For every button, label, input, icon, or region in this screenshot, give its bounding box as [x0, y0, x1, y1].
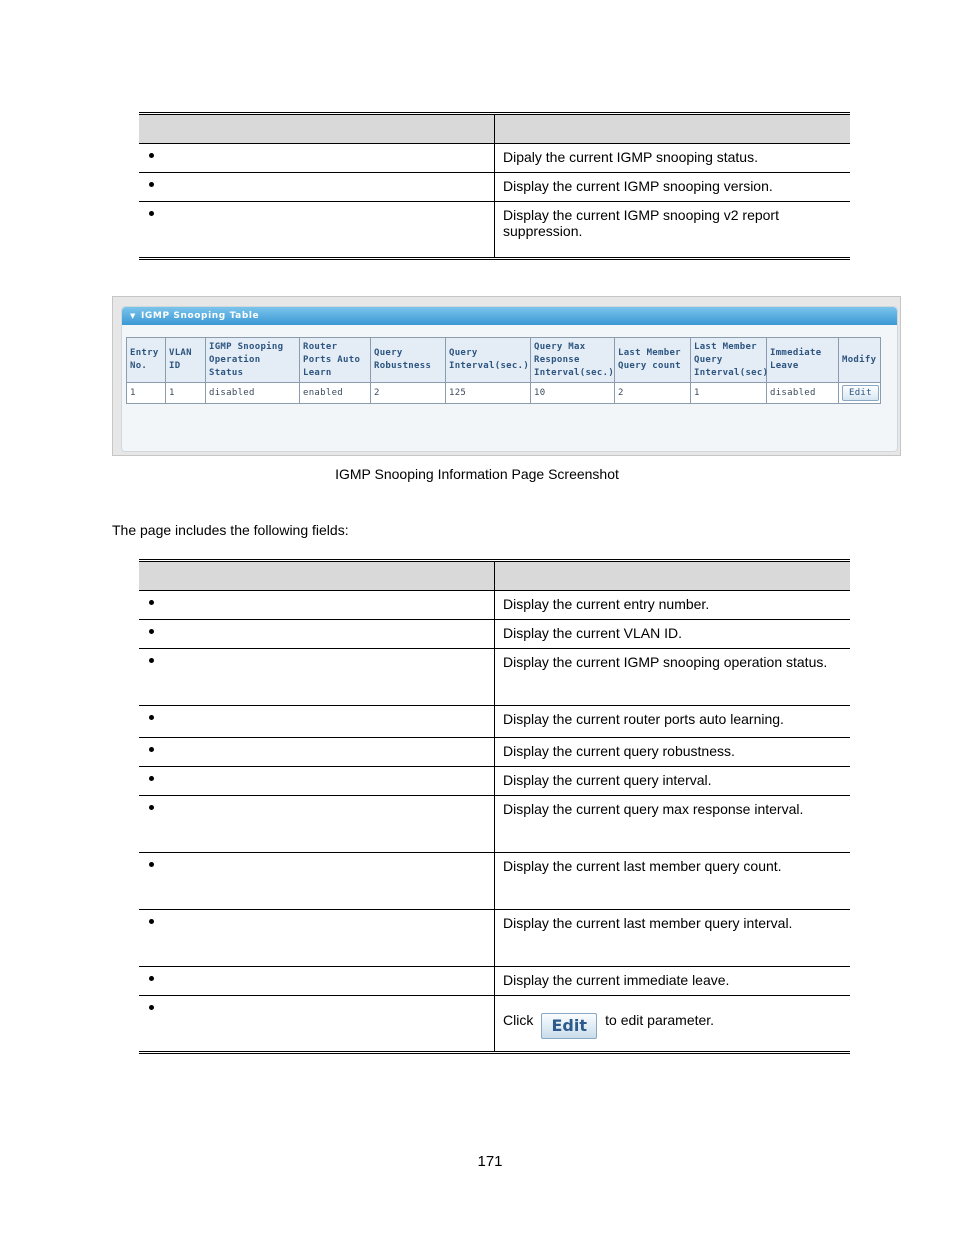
table-row	[139, 173, 850, 202]
table-row	[139, 620, 850, 649]
row-description: Display the current last member query count.	[495, 853, 851, 910]
col-last-member-query-interval: Last Member Query Interval(sec)	[691, 338, 767, 383]
object-header	[139, 114, 495, 144]
description-header	[495, 561, 851, 591]
panel-title-bar[interactable]	[122, 307, 897, 325]
description-header	[495, 114, 851, 144]
bullet-icon	[149, 747, 154, 752]
row-description: Display the current last member query interval.	[495, 910, 851, 967]
table-row	[139, 202, 850, 259]
col-last-member-query-count: Last Member Query count	[615, 338, 691, 383]
edit-button[interactable]: Edit	[541, 1013, 597, 1039]
table-row	[139, 967, 850, 996]
click-text: Click	[503, 1012, 534, 1028]
row-description: Display the current IGMP snooping version.	[495, 173, 851, 202]
cell-immediate-leave: disabled	[767, 383, 839, 404]
col-query-robustness: Query Robustness	[371, 338, 446, 383]
table-row	[139, 996, 850, 1053]
row-description: Display the current IGMP snooping operation status.	[495, 649, 851, 706]
panel-title: IGMP Snooping Table	[140, 311, 260, 321]
bullet-icon	[149, 715, 154, 720]
table-row	[139, 738, 850, 767]
bullet-icon	[149, 629, 154, 634]
table-row	[139, 767, 850, 796]
cell-last-member-query-count: 2	[615, 383, 691, 404]
bullet-icon	[149, 862, 154, 867]
table-row	[127, 383, 881, 404]
intro-text: The page includes the following fields:	[112, 522, 349, 538]
object-header	[139, 561, 495, 591]
col-router-ports-auto-learn: Router Ports Auto Learn	[300, 338, 371, 383]
bullet-icon	[149, 600, 154, 605]
edit-instruction: to edit parameter.	[605, 1012, 715, 1028]
col-vlan-id: VLAN ID	[166, 338, 206, 383]
cell-query-robustness: 2	[371, 383, 446, 404]
cell-router-ports-auto-learn: enabled	[300, 383, 371, 404]
col-modify: Modify	[839, 338, 881, 383]
bullet-icon	[149, 1005, 154, 1010]
row-description: Display the current query max response interval.	[495, 796, 851, 853]
igmp-snooping-screenshot	[112, 296, 901, 456]
col-immediate-leave: Immediate Leave	[767, 338, 839, 383]
table-row	[139, 649, 850, 706]
cell-operation-status: disabled	[206, 383, 300, 404]
table-row	[139, 144, 850, 173]
bullet-icon	[149, 182, 154, 187]
bullet-icon	[149, 776, 154, 781]
cell-modify	[839, 383, 881, 404]
table-row	[139, 796, 850, 853]
bullet-icon	[149, 976, 154, 981]
status-fields-table	[139, 112, 850, 260]
table-row	[139, 853, 850, 910]
cell-vlan-id: 1	[166, 383, 206, 404]
row-description: Display the current entry number.	[495, 591, 851, 620]
row-description: Display the current query interval.	[495, 767, 851, 796]
col-query-interval: Query Interval(sec.)	[446, 338, 531, 383]
cell-query-max-response: 10	[531, 383, 615, 404]
table-header-row	[127, 338, 881, 383]
cell-query-interval: 125	[446, 383, 531, 404]
row-description: Display the current VLAN ID.	[495, 620, 851, 649]
col-query-max-response: Query Max Response Interval(sec.)	[531, 338, 615, 383]
row-description: Display the current router ports auto learning.	[495, 706, 851, 738]
bullet-icon	[149, 658, 154, 663]
col-operation-status: IGMP Snooping Operation Status	[206, 338, 300, 383]
edit-button[interactable]: Edit	[842, 385, 879, 401]
row-description: Display the current IGMP snooping v2 report suppression.	[495, 202, 851, 259]
collapse-caret-icon[interactable]: ▼	[130, 312, 136, 320]
figure-caption: IGMP Snooping Information Page Screenshot	[335, 466, 619, 482]
row-description: Display the current query robustness.	[495, 738, 851, 767]
row-description	[495, 996, 851, 1053]
table-row	[139, 910, 850, 967]
page-number: 171	[477, 1153, 503, 1170]
bullet-icon	[149, 919, 154, 924]
igmp-snooping-table	[126, 337, 881, 404]
cell-last-member-query-interval: 1	[691, 383, 767, 404]
row-description: Display the current immediate leave.	[495, 967, 851, 996]
table-row	[139, 706, 850, 738]
cell-entry-no: 1	[127, 383, 166, 404]
table-row	[139, 591, 850, 620]
bullet-icon	[149, 153, 154, 158]
row-description: Dipaly the current IGMP snooping status.	[495, 144, 851, 173]
fields-table	[139, 559, 850, 1054]
bullet-icon	[149, 805, 154, 810]
col-entry-no: Entry No.	[127, 338, 166, 383]
bullet-icon	[149, 211, 154, 216]
